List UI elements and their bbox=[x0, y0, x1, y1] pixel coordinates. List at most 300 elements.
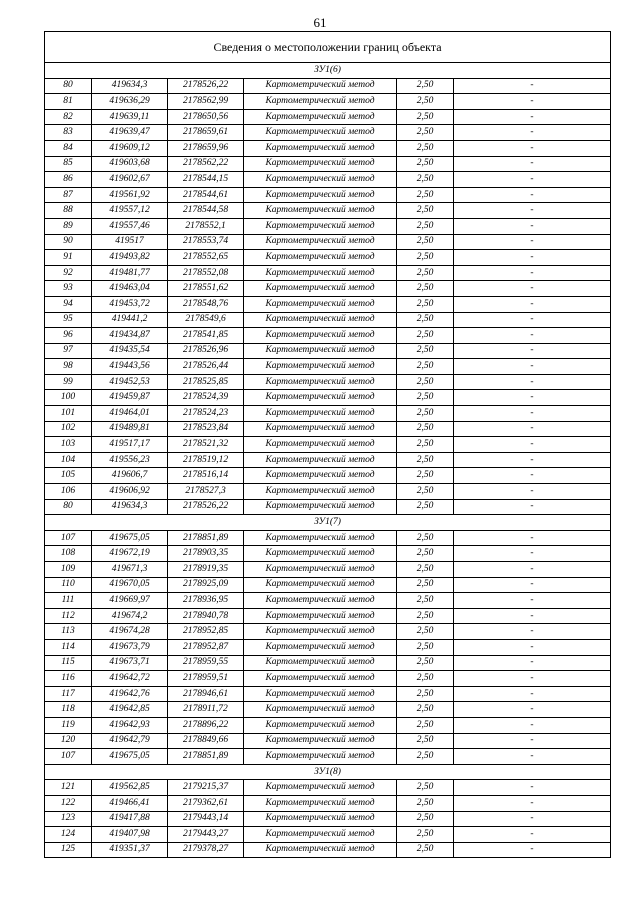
point-number-cell: 84 bbox=[45, 140, 92, 156]
point-number-cell: 123 bbox=[45, 811, 92, 827]
coord-y-cell: 2178526,22 bbox=[168, 78, 244, 94]
coord-y-cell: 2178544,61 bbox=[168, 187, 244, 203]
coord-y-cell: 2178521,32 bbox=[168, 437, 244, 453]
table-row bbox=[45, 156, 611, 172]
coord-x-cell: 419636,29 bbox=[92, 94, 168, 110]
table-row bbox=[45, 94, 611, 110]
accuracy-cell: 2,50 bbox=[397, 624, 454, 640]
method-cell: Картометрический метод bbox=[244, 125, 397, 141]
method-cell: Картометрический метод bbox=[244, 499, 397, 515]
method-cell: Картометрический метод bbox=[244, 780, 397, 796]
coord-y-cell: 2178851,89 bbox=[168, 530, 244, 546]
table-row bbox=[45, 702, 611, 718]
coord-y-cell: 2178552,1 bbox=[168, 218, 244, 234]
coord-y-cell: 2178562,99 bbox=[168, 94, 244, 110]
method-cell: Картометрический метод bbox=[244, 702, 397, 718]
note-cell: - bbox=[454, 842, 611, 858]
coord-x-cell: 419602,67 bbox=[92, 172, 168, 188]
point-number-cell: 110 bbox=[45, 577, 92, 593]
section-header-row bbox=[45, 764, 611, 780]
coord-x-cell: 419642,79 bbox=[92, 733, 168, 749]
table-row bbox=[45, 250, 611, 266]
coord-y-cell: 2178959,51 bbox=[168, 671, 244, 687]
accuracy-cell: 2,50 bbox=[397, 172, 454, 188]
note-cell: - bbox=[454, 577, 611, 593]
accuracy-cell: 2,50 bbox=[397, 468, 454, 484]
method-cell: Картометрический метод bbox=[244, 78, 397, 94]
accuracy-cell: 2,50 bbox=[397, 499, 454, 515]
coord-y-cell: 2178952,87 bbox=[168, 639, 244, 655]
note-cell: - bbox=[454, 562, 611, 578]
coord-y-cell: 2179362,61 bbox=[168, 795, 244, 811]
point-number-cell: 82 bbox=[45, 109, 92, 125]
coord-y-cell: 2178544,15 bbox=[168, 172, 244, 188]
point-number-cell: 80 bbox=[45, 499, 92, 515]
point-number-cell: 118 bbox=[45, 702, 92, 718]
accuracy-cell: 2,50 bbox=[397, 343, 454, 359]
coord-y-cell: 2178526,96 bbox=[168, 343, 244, 359]
point-number-cell: 107 bbox=[45, 749, 92, 765]
method-cell: Картометрический метод bbox=[244, 546, 397, 562]
accuracy-cell: 2,50 bbox=[397, 281, 454, 297]
table-row bbox=[45, 187, 611, 203]
point-number-cell: 119 bbox=[45, 717, 92, 733]
method-cell: Картометрический метод bbox=[244, 639, 397, 655]
accuracy-cell: 2,50 bbox=[397, 702, 454, 718]
point-number-cell: 101 bbox=[45, 406, 92, 422]
coord-y-cell: 2178919,35 bbox=[168, 562, 244, 578]
method-cell: Картометрический метод bbox=[244, 452, 397, 468]
accuracy-cell: 2,50 bbox=[397, 842, 454, 858]
accuracy-cell: 2,50 bbox=[397, 655, 454, 671]
accuracy-cell: 2,50 bbox=[397, 562, 454, 578]
point-number-cell: 104 bbox=[45, 452, 92, 468]
note-cell: - bbox=[454, 452, 611, 468]
point-number-cell: 122 bbox=[45, 795, 92, 811]
accuracy-cell: 2,50 bbox=[397, 671, 454, 687]
table-row bbox=[45, 109, 611, 125]
coord-y-cell: 2178650,56 bbox=[168, 109, 244, 125]
point-number-cell: 121 bbox=[45, 780, 92, 796]
method-cell: Картометрический метод bbox=[244, 795, 397, 811]
table-row bbox=[45, 562, 611, 578]
coord-x-cell: 419669,97 bbox=[92, 593, 168, 609]
method-cell: Картометрический метод bbox=[244, 265, 397, 281]
accuracy-cell: 2,50 bbox=[397, 187, 454, 203]
point-number-cell: 109 bbox=[45, 562, 92, 578]
coord-y-cell: 2178516,14 bbox=[168, 468, 244, 484]
coord-x-cell: 419466,41 bbox=[92, 795, 168, 811]
note-cell: - bbox=[454, 780, 611, 796]
note-cell: - bbox=[454, 265, 611, 281]
table-row bbox=[45, 78, 611, 94]
table-row bbox=[45, 452, 611, 468]
coord-x-cell: 419562,85 bbox=[92, 780, 168, 796]
accuracy-cell: 2,50 bbox=[397, 437, 454, 453]
method-cell: Картометрический метод bbox=[244, 281, 397, 297]
coord-y-cell: 2178525,85 bbox=[168, 374, 244, 390]
table-row bbox=[45, 265, 611, 281]
note-cell: - bbox=[454, 421, 611, 437]
point-number-cell: 97 bbox=[45, 343, 92, 359]
accuracy-cell: 2,50 bbox=[397, 234, 454, 250]
coord-x-cell: 419493,82 bbox=[92, 250, 168, 266]
note-cell: - bbox=[454, 811, 611, 827]
point-number-cell: 81 bbox=[45, 94, 92, 110]
accuracy-cell: 2,50 bbox=[397, 452, 454, 468]
coord-x-cell: 419556,23 bbox=[92, 452, 168, 468]
method-cell: Картометрический метод bbox=[244, 608, 397, 624]
coord-x-cell: 419441,2 bbox=[92, 312, 168, 328]
table-row bbox=[45, 406, 611, 422]
note-cell: - bbox=[454, 406, 611, 422]
point-number-cell: 89 bbox=[45, 218, 92, 234]
method-cell: Картометрический метод bbox=[244, 187, 397, 203]
coord-y-cell: 2178551,62 bbox=[168, 281, 244, 297]
accuracy-cell: 2,50 bbox=[397, 608, 454, 624]
table-row bbox=[45, 390, 611, 406]
table-row bbox=[45, 359, 611, 375]
method-cell: Картометрический метод bbox=[244, 343, 397, 359]
accuracy-cell: 2,50 bbox=[397, 686, 454, 702]
coord-x-cell: 419642,72 bbox=[92, 671, 168, 687]
note-cell: - bbox=[454, 125, 611, 141]
point-number-cell: 96 bbox=[45, 328, 92, 344]
point-number-cell: 95 bbox=[45, 312, 92, 328]
note-cell: - bbox=[454, 827, 611, 843]
method-cell: Картометрический метод bbox=[244, 468, 397, 484]
coord-x-cell: 419453,72 bbox=[92, 296, 168, 312]
point-number-cell: 102 bbox=[45, 421, 92, 437]
boundary-coordinates-table bbox=[44, 31, 611, 858]
point-number-cell: 80 bbox=[45, 78, 92, 94]
method-cell: Картометрический метод bbox=[244, 842, 397, 858]
table-row bbox=[45, 328, 611, 344]
note-cell: - bbox=[454, 296, 611, 312]
section-header-row bbox=[45, 515, 611, 531]
method-cell: Картометрический метод bbox=[244, 562, 397, 578]
method-cell: Картометрический метод bbox=[244, 484, 397, 500]
note-cell: - bbox=[454, 624, 611, 640]
method-cell: Картометрический метод bbox=[244, 328, 397, 344]
section-header-row bbox=[45, 63, 611, 79]
coord-y-cell: 2178523,84 bbox=[168, 421, 244, 437]
coord-x-cell: 419639,47 bbox=[92, 125, 168, 141]
coord-x-cell: 419434,87 bbox=[92, 328, 168, 344]
table-row bbox=[45, 374, 611, 390]
coord-x-cell: 419443,56 bbox=[92, 359, 168, 375]
note-cell: - bbox=[454, 109, 611, 125]
coord-y-cell: 2178659,61 bbox=[168, 125, 244, 141]
coord-y-cell: 2178903,35 bbox=[168, 546, 244, 562]
coord-y-cell: 2178896,22 bbox=[168, 717, 244, 733]
point-number-cell: 87 bbox=[45, 187, 92, 203]
table-row bbox=[45, 484, 611, 500]
note-cell: - bbox=[454, 468, 611, 484]
coord-x-cell: 419675,05 bbox=[92, 530, 168, 546]
note-cell: - bbox=[454, 499, 611, 515]
note-cell: - bbox=[454, 655, 611, 671]
coord-y-cell: 2178541,85 bbox=[168, 328, 244, 344]
coord-x-cell: 419481,77 bbox=[92, 265, 168, 281]
accuracy-cell: 2,50 bbox=[397, 484, 454, 500]
point-number-cell: 111 bbox=[45, 593, 92, 609]
coord-x-cell: 419517 bbox=[92, 234, 168, 250]
note-cell: - bbox=[454, 717, 611, 733]
point-number-cell: 99 bbox=[45, 374, 92, 390]
section-name: ЗУ1(7) bbox=[45, 515, 611, 531]
coord-x-cell: 419435,54 bbox=[92, 343, 168, 359]
accuracy-cell: 2,50 bbox=[397, 156, 454, 172]
table-row bbox=[45, 218, 611, 234]
coord-x-cell: 419634,3 bbox=[92, 78, 168, 94]
coord-x-cell: 419452,53 bbox=[92, 374, 168, 390]
method-cell: Картометрический метод bbox=[244, 296, 397, 312]
accuracy-cell: 2,50 bbox=[397, 593, 454, 609]
point-number-cell: 90 bbox=[45, 234, 92, 250]
coord-y-cell: 2178552,65 bbox=[168, 250, 244, 266]
table-title-row bbox=[45, 32, 611, 63]
point-number-cell: 85 bbox=[45, 156, 92, 172]
table-row bbox=[45, 468, 611, 484]
point-number-cell: 92 bbox=[45, 265, 92, 281]
table-row bbox=[45, 172, 611, 188]
point-number-cell: 94 bbox=[45, 296, 92, 312]
table-row bbox=[45, 639, 611, 655]
note-cell: - bbox=[454, 312, 611, 328]
method-cell: Картометрический метод bbox=[244, 421, 397, 437]
coord-y-cell: 2179215,37 bbox=[168, 780, 244, 796]
table-row bbox=[45, 842, 611, 858]
point-number-cell: 91 bbox=[45, 250, 92, 266]
table-row bbox=[45, 749, 611, 765]
coord-x-cell: 419675,05 bbox=[92, 749, 168, 765]
coord-x-cell: 419459,87 bbox=[92, 390, 168, 406]
point-number-cell: 108 bbox=[45, 546, 92, 562]
table-row bbox=[45, 780, 611, 796]
table-row bbox=[45, 140, 611, 156]
accuracy-cell: 2,50 bbox=[397, 312, 454, 328]
point-number-cell: 117 bbox=[45, 686, 92, 702]
table-row bbox=[45, 234, 611, 250]
note-cell: - bbox=[454, 359, 611, 375]
coord-y-cell: 2178925,09 bbox=[168, 577, 244, 593]
coord-y-cell: 2178851,89 bbox=[168, 749, 244, 765]
coord-y-cell: 2178524,23 bbox=[168, 406, 244, 422]
table-row bbox=[45, 281, 611, 297]
table-title: Сведения о местоположении границ объекта bbox=[45, 32, 611, 63]
note-cell: - bbox=[454, 343, 611, 359]
accuracy-cell: 2,50 bbox=[397, 406, 454, 422]
coord-y-cell: 2178552,08 bbox=[168, 265, 244, 281]
coord-x-cell: 419517,17 bbox=[92, 437, 168, 453]
method-cell: Картометрический метод bbox=[244, 577, 397, 593]
table-row bbox=[45, 733, 611, 749]
method-cell: Картометрический метод bbox=[244, 250, 397, 266]
method-cell: Картометрический метод bbox=[244, 390, 397, 406]
coord-x-cell: 419463,04 bbox=[92, 281, 168, 297]
coord-y-cell: 2178524,39 bbox=[168, 390, 244, 406]
note-cell: - bbox=[454, 671, 611, 687]
coord-x-cell: 419672,19 bbox=[92, 546, 168, 562]
table-row bbox=[45, 608, 611, 624]
coord-y-cell: 2178548,76 bbox=[168, 296, 244, 312]
method-cell: Картометрический метод bbox=[244, 749, 397, 765]
coord-x-cell: 419557,46 bbox=[92, 218, 168, 234]
point-number-cell: 88 bbox=[45, 203, 92, 219]
coord-x-cell: 419642,93 bbox=[92, 717, 168, 733]
point-number-cell: 83 bbox=[45, 125, 92, 141]
note-cell: - bbox=[454, 187, 611, 203]
coord-x-cell: 419561,92 bbox=[92, 187, 168, 203]
note-cell: - bbox=[454, 795, 611, 811]
point-number-cell: 107 bbox=[45, 530, 92, 546]
table-row bbox=[45, 811, 611, 827]
accuracy-cell: 2,50 bbox=[397, 218, 454, 234]
table-row bbox=[45, 655, 611, 671]
method-cell: Картометрический метод bbox=[244, 827, 397, 843]
coord-x-cell: 419670,05 bbox=[92, 577, 168, 593]
accuracy-cell: 2,50 bbox=[397, 250, 454, 266]
table-row bbox=[45, 312, 611, 328]
accuracy-cell: 2,50 bbox=[397, 795, 454, 811]
table-row bbox=[45, 296, 611, 312]
note-cell: - bbox=[454, 608, 611, 624]
coord-y-cell: 2179443,14 bbox=[168, 811, 244, 827]
accuracy-cell: 2,50 bbox=[397, 78, 454, 94]
point-number-cell: 120 bbox=[45, 733, 92, 749]
accuracy-cell: 2,50 bbox=[397, 530, 454, 546]
coord-y-cell: 2178659,96 bbox=[168, 140, 244, 156]
table-row bbox=[45, 125, 611, 141]
table-row bbox=[45, 624, 611, 640]
point-number-cell: 103 bbox=[45, 437, 92, 453]
table-row bbox=[45, 203, 611, 219]
note-cell: - bbox=[454, 639, 611, 655]
coord-y-cell: 2178959,55 bbox=[168, 655, 244, 671]
point-number-cell: 100 bbox=[45, 390, 92, 406]
accuracy-cell: 2,50 bbox=[397, 780, 454, 796]
coord-y-cell: 2178940,78 bbox=[168, 608, 244, 624]
table-row bbox=[45, 671, 611, 687]
coord-x-cell: 419351,37 bbox=[92, 842, 168, 858]
section-name: ЗУ1(6) bbox=[45, 63, 611, 79]
coord-x-cell: 419673,71 bbox=[92, 655, 168, 671]
point-number-cell: 116 bbox=[45, 671, 92, 687]
note-cell: - bbox=[454, 749, 611, 765]
coord-x-cell: 419642,76 bbox=[92, 686, 168, 702]
method-cell: Картометрический метод bbox=[244, 686, 397, 702]
method-cell: Картометрический метод bbox=[244, 437, 397, 453]
section-name: ЗУ1(8) bbox=[45, 764, 611, 780]
table-row bbox=[45, 421, 611, 437]
method-cell: Картометрический метод bbox=[244, 733, 397, 749]
coord-x-cell: 419674,28 bbox=[92, 624, 168, 640]
accuracy-cell: 2,50 bbox=[397, 421, 454, 437]
note-cell: - bbox=[454, 234, 611, 250]
coord-x-cell: 419557,12 bbox=[92, 203, 168, 219]
accuracy-cell: 2,50 bbox=[397, 109, 454, 125]
table-row bbox=[45, 593, 611, 609]
point-number-cell: 112 bbox=[45, 608, 92, 624]
note-cell: - bbox=[454, 686, 611, 702]
method-cell: Картометрический метод bbox=[244, 671, 397, 687]
note-cell: - bbox=[454, 156, 611, 172]
accuracy-cell: 2,50 bbox=[397, 827, 454, 843]
table-row bbox=[45, 437, 611, 453]
method-cell: Картометрический метод bbox=[244, 94, 397, 110]
accuracy-cell: 2,50 bbox=[397, 717, 454, 733]
point-number-cell: 114 bbox=[45, 639, 92, 655]
note-cell: - bbox=[454, 78, 611, 94]
coord-x-cell: 419634,3 bbox=[92, 499, 168, 515]
note-cell: - bbox=[454, 390, 611, 406]
coord-y-cell: 2178936,95 bbox=[168, 593, 244, 609]
note-cell: - bbox=[454, 530, 611, 546]
coord-x-cell: 419673,79 bbox=[92, 639, 168, 655]
accuracy-cell: 2,50 bbox=[397, 733, 454, 749]
table-row bbox=[45, 577, 611, 593]
coord-x-cell: 419417,88 bbox=[92, 811, 168, 827]
method-cell: Картометрический метод bbox=[244, 655, 397, 671]
method-cell: Картометрический метод bbox=[244, 593, 397, 609]
coord-x-cell: 419464,01 bbox=[92, 406, 168, 422]
coord-y-cell: 2178946,61 bbox=[168, 686, 244, 702]
table-row bbox=[45, 546, 611, 562]
method-cell: Картометрический метод bbox=[244, 140, 397, 156]
accuracy-cell: 2,50 bbox=[397, 94, 454, 110]
coord-y-cell: 2178911,72 bbox=[168, 702, 244, 718]
note-cell: - bbox=[454, 281, 611, 297]
coord-y-cell: 2178526,22 bbox=[168, 499, 244, 515]
accuracy-cell: 2,50 bbox=[397, 577, 454, 593]
table-row bbox=[45, 827, 611, 843]
table-row bbox=[45, 343, 611, 359]
coord-y-cell: 2178527,3 bbox=[168, 484, 244, 500]
accuracy-cell: 2,50 bbox=[397, 125, 454, 141]
coord-x-cell: 419407,98 bbox=[92, 827, 168, 843]
point-number-cell: 105 bbox=[45, 468, 92, 484]
coord-y-cell: 2179443,27 bbox=[168, 827, 244, 843]
coord-x-cell: 419671,3 bbox=[92, 562, 168, 578]
accuracy-cell: 2,50 bbox=[397, 140, 454, 156]
accuracy-cell: 2,50 bbox=[397, 390, 454, 406]
point-number-cell: 113 bbox=[45, 624, 92, 640]
note-cell: - bbox=[454, 374, 611, 390]
note-cell: - bbox=[454, 250, 611, 266]
accuracy-cell: 2,50 bbox=[397, 749, 454, 765]
note-cell: - bbox=[454, 203, 611, 219]
accuracy-cell: 2,50 bbox=[397, 639, 454, 655]
coord-x-cell: 419603,68 bbox=[92, 156, 168, 172]
coord-y-cell: 2178553,74 bbox=[168, 234, 244, 250]
accuracy-cell: 2,50 bbox=[397, 359, 454, 375]
accuracy-cell: 2,50 bbox=[397, 296, 454, 312]
method-cell: Картометрический метод bbox=[244, 717, 397, 733]
note-cell: - bbox=[454, 172, 611, 188]
note-cell: - bbox=[454, 140, 611, 156]
table-row bbox=[45, 499, 611, 515]
table-row bbox=[45, 686, 611, 702]
accuracy-cell: 2,50 bbox=[397, 203, 454, 219]
coord-y-cell: 2178952,85 bbox=[168, 624, 244, 640]
coord-x-cell: 419606,92 bbox=[92, 484, 168, 500]
method-cell: Картометрический метод bbox=[244, 374, 397, 390]
note-cell: - bbox=[454, 593, 611, 609]
point-number-cell: 124 bbox=[45, 827, 92, 843]
coord-y-cell: 2178549,6 bbox=[168, 312, 244, 328]
method-cell: Картометрический метод bbox=[244, 109, 397, 125]
